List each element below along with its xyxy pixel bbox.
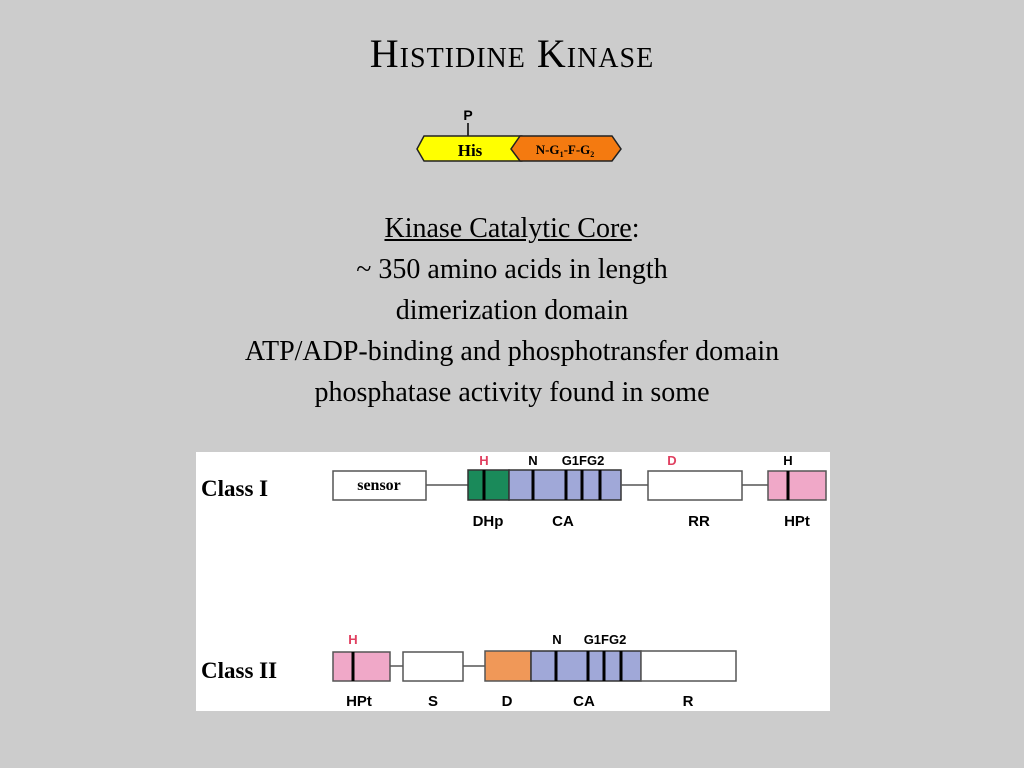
class2-s-label: S [427, 693, 439, 710]
class1-label: Class I [201, 476, 269, 501]
class1-top-d: D [667, 453, 677, 468]
class2-hpt-label: HPt [346, 693, 372, 710]
class2-top-n: N [552, 632, 562, 647]
class1-top-n: N [528, 453, 538, 468]
class2-label: Class II [201, 658, 278, 683]
class2-s-box [403, 652, 463, 681]
class1-dhp-label: DHp [472, 513, 504, 530]
class2-top-g1fg2: G1FG2 [583, 632, 627, 647]
class1-rr-label: RR [688, 513, 710, 530]
class2-hpt-box [333, 652, 390, 681]
core-line-phosphatase: phosphatase activity found in some [314, 377, 710, 408]
class2-ca-label: CA [573, 693, 595, 710]
core-description [0, 208, 1024, 413]
class1-dhp-box [468, 470, 509, 500]
class1-rr-box [648, 471, 742, 500]
core-line-binding: ATP/ADP-binding and phosphotransfer domain [244, 336, 780, 367]
class-domain-svg [196, 452, 830, 711]
class2-d-label: D [501, 693, 513, 710]
core-heading-line [0, 208, 1024, 249]
class1-hpt-label: HPt [784, 513, 810, 530]
class1-ca-label: CA [552, 513, 574, 530]
his-kinase-svg [410, 104, 630, 166]
page-title: Histidine Kinase [369, 31, 655, 76]
motif-label: $N-G_1-F-G_2$ [535, 142, 595, 159]
class1-top-h2: H [783, 453, 793, 468]
class2-top-h: H [348, 632, 358, 647]
class2-r-box [641, 651, 736, 681]
his-label: His [457, 141, 483, 160]
his-kinase-schematic [410, 104, 630, 171]
class-domain-diagram [196, 452, 830, 711]
class1-sensor-label: sensor [357, 477, 401, 494]
class1-top-h: H [479, 453, 489, 468]
class1-hpt-box [768, 471, 826, 500]
class2-r-label: R [682, 693, 694, 710]
class2-d-box [485, 651, 531, 681]
core-heading: Kinase Catalytic Core [384, 213, 632, 244]
phospho-label: P [463, 107, 473, 123]
core-line-length: ~ 350 amino acids in length [356, 254, 668, 285]
core-line-dimerization: dimerization domain [395, 295, 629, 326]
class1-top-g1fg2: G1FG2 [561, 453, 605, 468]
core-heading-colon: : [631, 213, 640, 244]
class2-ca-box [531, 651, 641, 681]
